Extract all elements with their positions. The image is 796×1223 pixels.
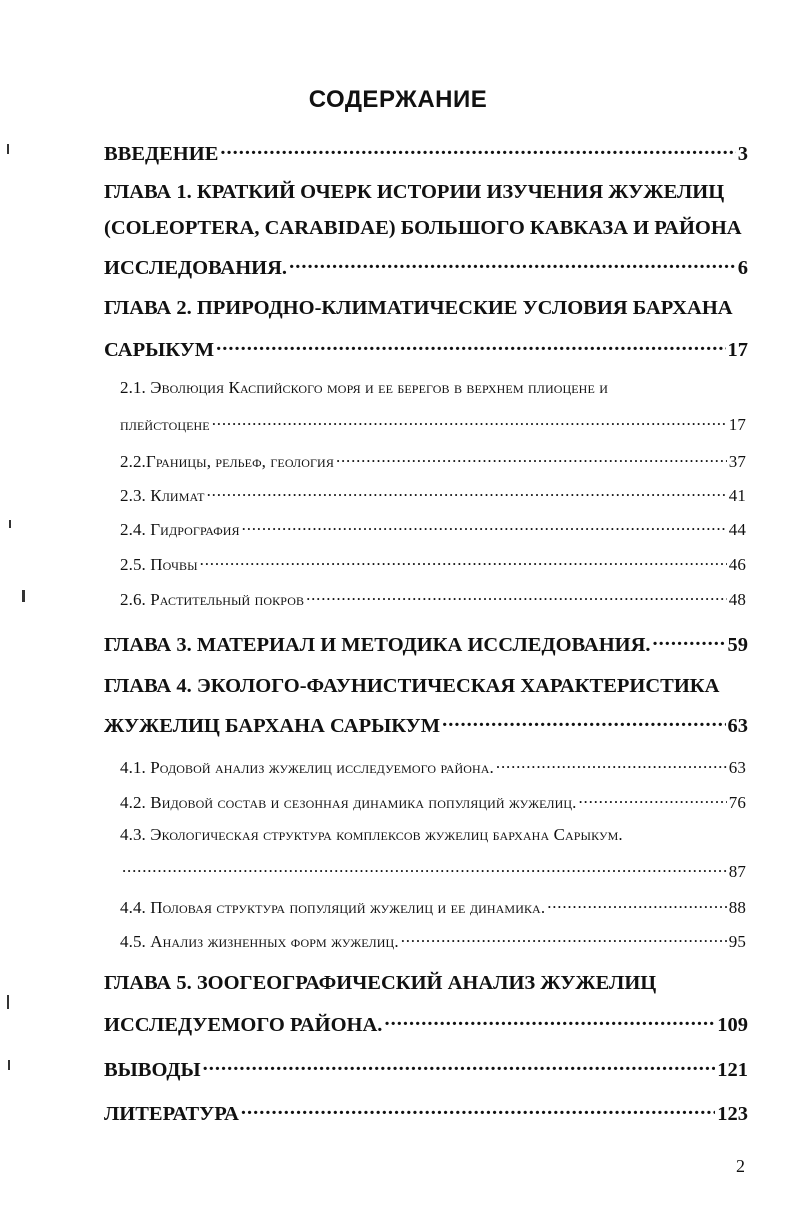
toc-page-number: 123 [717,1102,748,1125]
toc-entry-section-2-3[interactable]: 2.3. Климат ..... 41 [120,484,746,506]
toc-page-number: 17 [728,415,746,434]
toc-entry-literature[interactable]: ЛИТЕРАТУРА ..... 123 [104,1099,748,1126]
scan-artifact [9,520,11,528]
toc-page-number: 63 [727,714,748,737]
scan-artifact [7,144,9,154]
dot-leader [578,791,726,808]
toc-page-number: 37 [728,452,746,471]
toc-page-number: 87 [728,862,746,881]
toc-page-number: 95 [728,932,746,951]
toc-entry-section-4-4[interactable]: 4.4. Половая структура популяций жужелиц и ее динамика. ..... 88 [120,896,746,918]
dot-leader [242,518,727,535]
toc-entry-section-2-2[interactable]: 2.2.Границы, рельеф, геология ..... 37 [120,450,746,472]
dot-leader [547,896,727,913]
toc-page-number: 109 [717,1013,748,1036]
page-number: 2 [736,1156,745,1176]
toc-entry-section-4-3[interactable] [120,860,746,882]
toc-entry-section-4-2[interactable]: 4.2. Видовой состав и сезонная динамика популяций жужелиц. ..... 76 [120,791,746,813]
toc-page-number: 59 [727,633,748,656]
dot-leader [200,553,727,570]
dot-leader [241,1099,715,1120]
dot-leader [496,756,727,773]
toc-entry-chapter-5[interactable]: ИССЛЕДУЕМОГО РАЙОНА. ..... 109 [104,1010,748,1037]
dot-leader [216,335,725,356]
dot-leader [289,253,736,274]
toc-entry-title: ВВЕДЕНИЕ [104,142,219,165]
toc-page-number: 63 [728,758,746,777]
toc-entry-intro[interactable] [104,139,748,166]
page-title: СОДЕРЖАНИЕ [308,86,488,113]
toc-page-number: 17 [727,338,748,361]
dot-leader [401,930,727,947]
toc-entry-section-2-6[interactable]: 2.6. Растительный покров ..... 48 [120,588,746,610]
toc-entry-chapter-2[interactable]: САРЫКУМ ..... 17 [104,335,748,362]
toc-chapter-1-line-2[interactable]: (COLEOPTERA, CARABIDAE) БОЛЬШОГО КАВКАЗА И РАЙОНА [104,217,742,239]
scan-artifact [22,590,25,602]
toc-page-number: 48 [728,590,746,609]
toc-entry-section-2-4[interactable]: 2.4. Гидрография ..... 44 [120,518,746,540]
toc-page-number: 3 [737,142,748,165]
dot-leader [220,139,735,160]
dot-leader [203,1055,716,1076]
dot-leader [653,630,726,651]
dot-leader [442,711,725,732]
toc-section-4-3-line-1[interactable]: 4.3. Экологическая структура комплексов жужелиц бархана Сарыкум. [120,825,623,844]
toc-chapter-1-line-1[interactable]: ГЛАВА 1. КРАТКИЙ ОЧЕРК ИСТОРИИ ИЗУЧЕНИЯ ЖУЖЕЛИЦ [104,181,725,203]
dot-leader [212,413,727,430]
toc-entry-section-4-1[interactable]: 4.1. Родовой анализ жужелиц исследуемого района. ..... 63 [120,756,746,778]
dot-leader [336,450,727,467]
toc-page-number: 41 [728,486,746,505]
toc-entry-section-4-5[interactable]: 4.5. Анализ жизненных форм жужелиц. ..... 95 [120,930,746,952]
toc-entry-section-2-1[interactable]: плейстоцене ..... 17 [120,413,746,435]
dot-leader [384,1010,715,1031]
toc-chapter-5-line-1[interactable]: ГЛАВА 5. ЗООГЕОГРАФИЧЕСКИЙ АНАЛИЗ ЖУЖЕЛИЦ [104,972,657,994]
scan-artifact [7,995,9,1009]
toc-page-number: 76 [728,793,746,812]
toc-chapter-2-line-1[interactable]: ГЛАВА 2. ПРИРОДНО-КЛИМАТИЧЕСКИЕ УСЛОВИЯ БАРХАНА [104,297,733,319]
toc-page-number: 6 [737,256,748,279]
toc-page-number: 121 [717,1058,748,1081]
toc-page-number: 44 [728,520,746,539]
toc-page-number: 88 [728,898,746,917]
toc-page-number: 46 [728,555,746,574]
toc-entry-chapter-4[interactable]: ЖУЖЕЛИЦ БАРХАНА САРЫКУМ ..... 63 [104,711,748,738]
dot-leader [306,588,727,605]
toc-section-2-1-line-1[interactable]: 2.1. Эволюция Каспийского моря и ее берегов в верхнем плиоцене и [120,378,608,397]
toc-entry-conclusions[interactable]: ВЫВОДЫ ..... 121 [104,1055,748,1082]
dot-leader [207,484,727,501]
dot-leader [122,860,727,877]
scan-artifact [8,1060,10,1070]
toc-entry-chapter-3[interactable]: ГЛАВА 3. МАТЕРИАЛ И МЕТОДИКА ИССЛЕДОВАНИЯ. ..... 59 [104,630,748,657]
toc-entry-section-2-5[interactable]: 2.5. Почвы ..... 46 [120,553,746,575]
toc-entry-chapter-1[interactable]: ИССЛЕДОВАНИЯ. ..... 6 [104,253,748,280]
toc-chapter-4-line-1[interactable]: ГЛАВА 4. ЭКОЛОГО-ФАУНИСТИЧЕСКАЯ ХАРАКТЕРИСТИКА [104,675,720,697]
